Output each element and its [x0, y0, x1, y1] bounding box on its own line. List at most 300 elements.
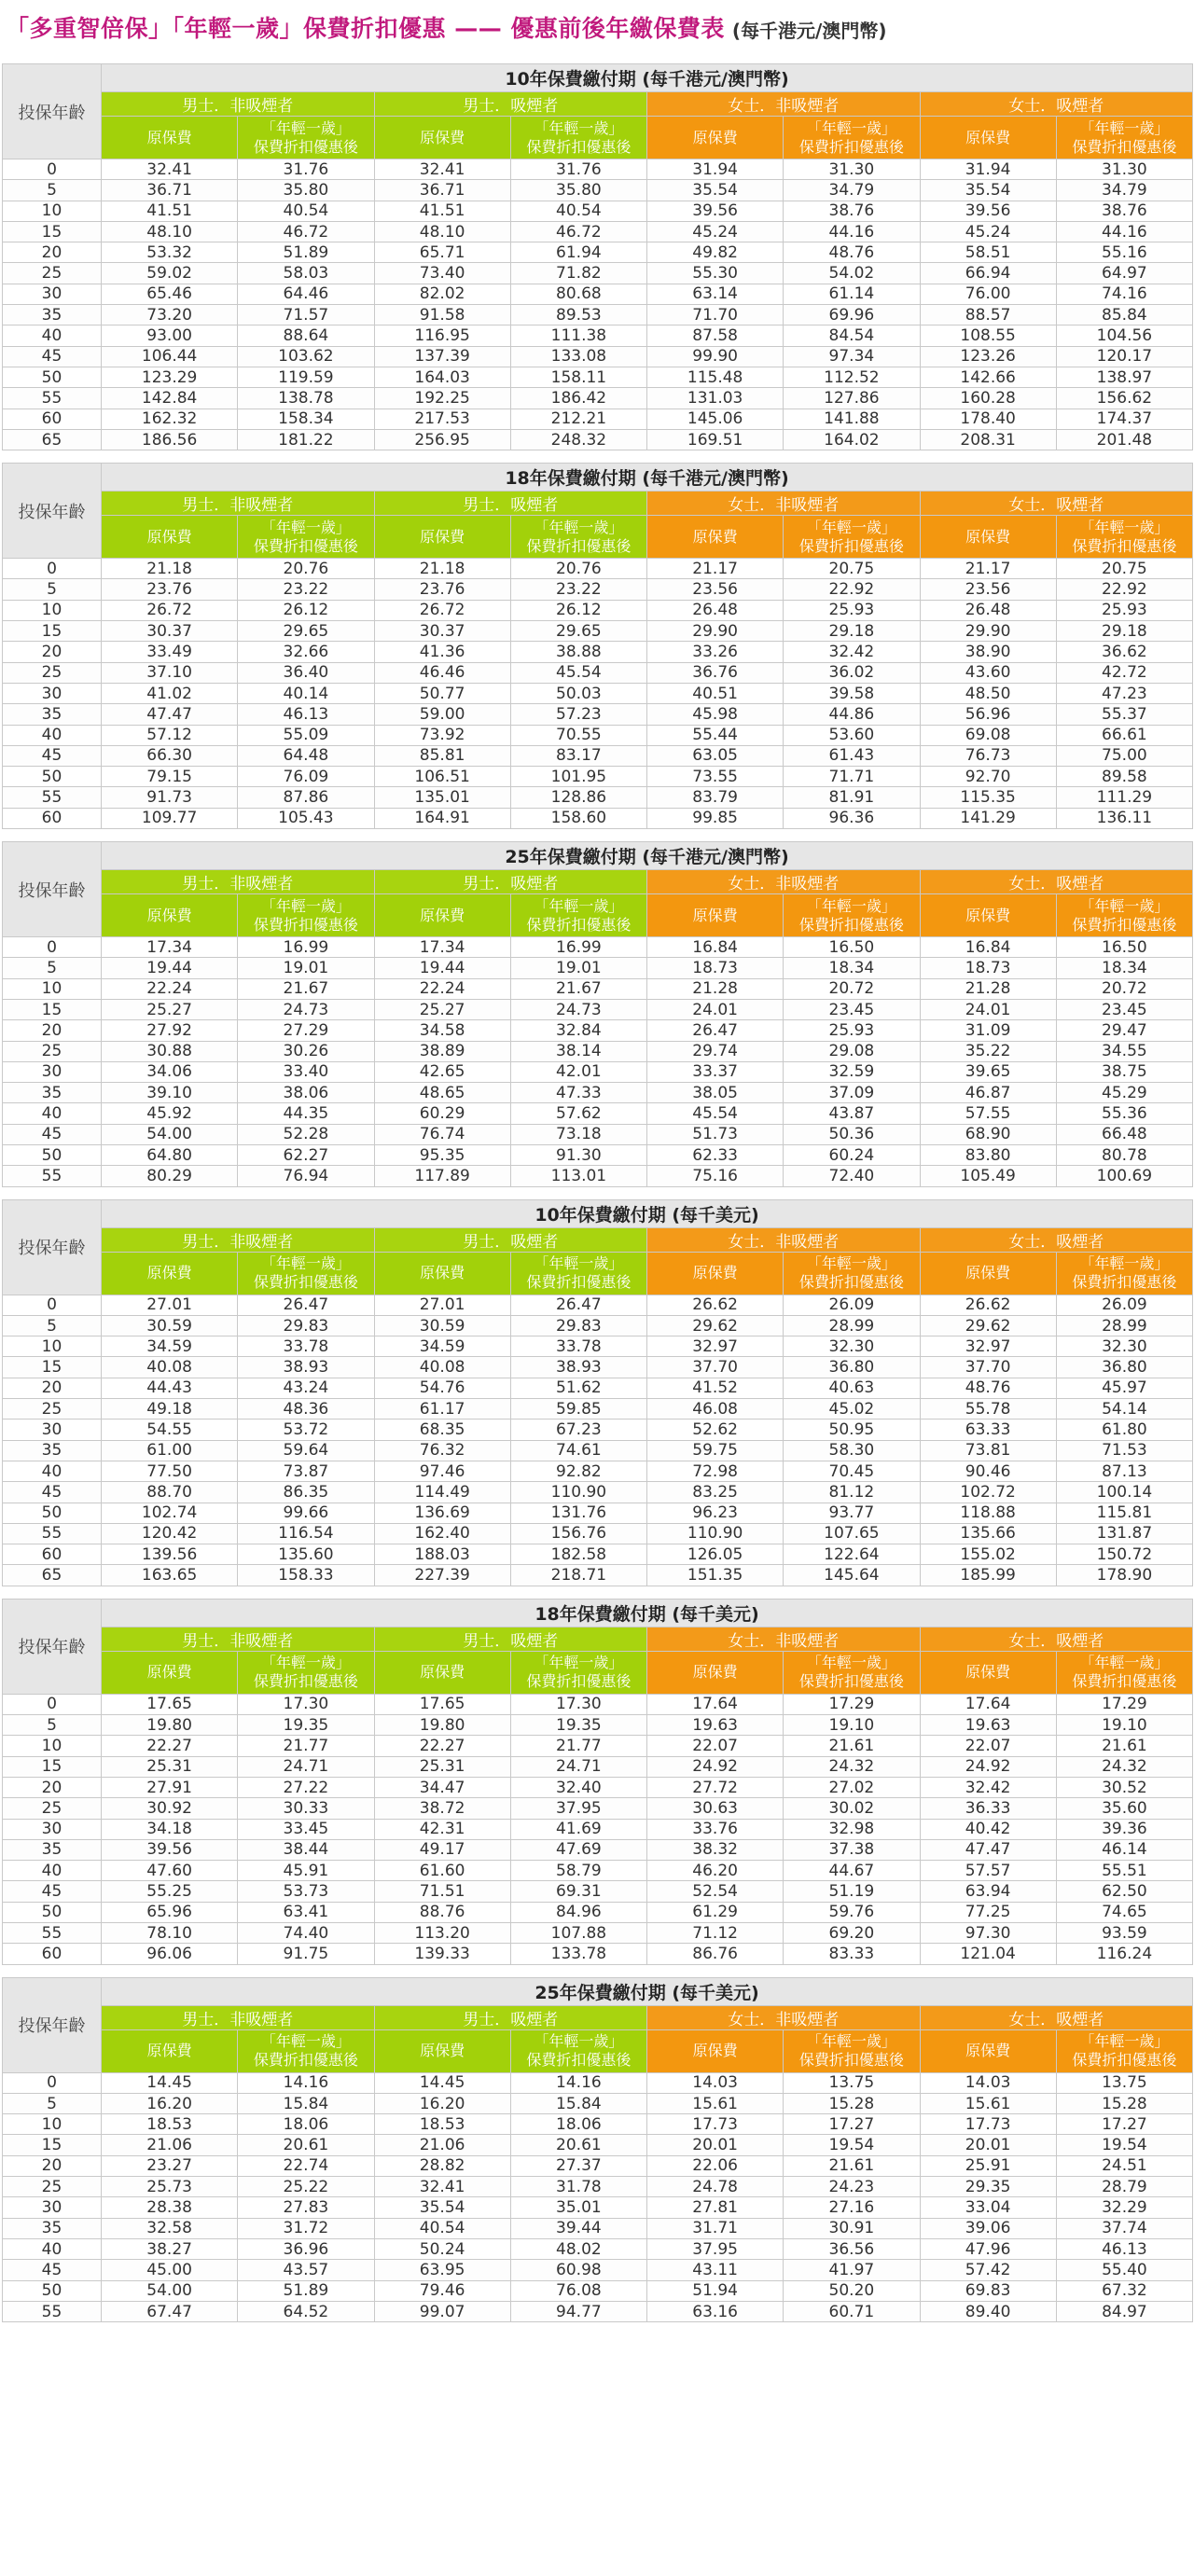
age-cell: 25 — [3, 1399, 102, 1420]
premium-cell: 59.00 — [374, 704, 510, 725]
premium-cell: 89.40 — [920, 2301, 1056, 2321]
premium-cell: 15.84 — [510, 2093, 646, 2113]
age-cell: 65 — [3, 429, 102, 450]
premium-cell: 131.03 — [647, 388, 784, 409]
premium-cell: 65.46 — [102, 284, 238, 304]
premium-cell: 39.56 — [920, 201, 1056, 221]
premium-cell: 62.27 — [238, 1144, 374, 1165]
premium-cell: 76.00 — [920, 284, 1056, 304]
premium-cell: 21.28 — [920, 978, 1056, 999]
premium-cell: 61.94 — [510, 242, 646, 263]
table-row — [3, 2301, 1193, 2321]
age-cell: 10 — [3, 201, 102, 221]
discount-label-line1: 「年輕一歲」 — [1079, 118, 1170, 137]
payment-period-title: 18年保費繳付期 (每千美元) — [102, 1599, 1193, 1627]
discounted-premium-header — [1056, 516, 1192, 559]
premium-cell: 158.11 — [510, 367, 646, 387]
premium-cell: 41.36 — [374, 642, 510, 662]
premium-cell: 16.20 — [102, 2093, 238, 2113]
premium-cell: 63.41 — [238, 1902, 374, 1922]
discounted-premium-header — [510, 2029, 646, 2072]
premium-cell: 29.74 — [647, 1041, 784, 1061]
premium-cell: 19.35 — [510, 1715, 646, 1736]
premium-cell: 162.32 — [102, 409, 238, 429]
premium-cell: 47.33 — [510, 1083, 646, 1103]
discount-label-line1: 「年輕一歲」 — [534, 118, 624, 137]
table-row — [3, 2177, 1193, 2197]
premium-cell: 59.02 — [102, 263, 238, 284]
premium-cell: 32.41 — [374, 159, 510, 180]
premium-cell: 112.52 — [784, 367, 920, 387]
premium-cell: 14.16 — [238, 2072, 374, 2093]
premium-cell: 32.97 — [920, 1336, 1056, 1357]
premium-cell: 46.87 — [920, 1083, 1056, 1103]
age-header: 投保年齡 — [3, 842, 102, 937]
premium-cell: 43.87 — [784, 1103, 920, 1124]
premium-cell: 16.50 — [1056, 937, 1192, 958]
age-cell: 0 — [3, 2072, 102, 2093]
premium-cell: 72.40 — [784, 1166, 920, 1186]
premium-cell: 25.31 — [102, 1756, 238, 1777]
original-premium-header: 原保費 — [647, 894, 784, 937]
table-row — [3, 1923, 1193, 1944]
premium-cell: 69.31 — [510, 1881, 646, 1902]
premium-cell: 51.62 — [510, 1378, 646, 1398]
age-cell: 0 — [3, 559, 102, 579]
premium-cell: 41.51 — [374, 201, 510, 221]
premium-cell: 33.78 — [510, 1336, 646, 1357]
table-row — [3, 1315, 1193, 1336]
premium-cell: 139.56 — [102, 1544, 238, 1565]
table-row — [3, 2197, 1193, 2218]
table-row — [3, 2093, 1193, 2113]
premium-cell: 21.18 — [374, 559, 510, 579]
table-row — [3, 937, 1193, 958]
premium-cell: 45.24 — [647, 221, 784, 242]
premium-cell: 37.74 — [1056, 2218, 1192, 2238]
premium-cell: 17.29 — [784, 1694, 920, 1714]
age-cell: 30 — [3, 1819, 102, 1839]
discounted-premium-header — [784, 894, 920, 937]
premium-cell: 16.84 — [920, 937, 1056, 958]
group-header: 女士．非吸煙者 — [647, 1627, 921, 1651]
table-row — [3, 409, 1193, 429]
premium-cell: 155.02 — [920, 1544, 1056, 1565]
premium-cell: 87.58 — [647, 325, 784, 346]
premium-cell: 97.46 — [374, 1461, 510, 1481]
premium-cell: 164.91 — [374, 808, 510, 828]
premium-cell: 63.95 — [374, 2260, 510, 2280]
premium-cell: 80.29 — [102, 1166, 238, 1186]
premium-cell: 79.46 — [374, 2280, 510, 2301]
discount-label-line1: 「年輕一歲」 — [534, 518, 624, 536]
premium-cell: 22.07 — [647, 1736, 784, 1756]
premium-cell: 20.61 — [238, 2135, 374, 2155]
premium-cell: 36.80 — [784, 1357, 920, 1378]
age-cell: 15 — [3, 999, 102, 1019]
premium-cell: 39.56 — [647, 201, 784, 221]
premium-cell: 24.78 — [647, 2177, 784, 2197]
age-cell: 25 — [3, 1798, 102, 1819]
premium-cell: 77.50 — [102, 1461, 238, 1481]
age-cell: 55 — [3, 2301, 102, 2321]
premium-cell: 21.61 — [784, 2155, 920, 2176]
discounted-premium-header — [784, 2029, 920, 2072]
premium-cell: 35.80 — [238, 180, 374, 201]
premium-tables — [0, 63, 1194, 2322]
discount-label-line1: 「年輕一歲」 — [260, 896, 351, 915]
premium-cell: 24.23 — [784, 2177, 920, 2197]
age-cell: 10 — [3, 2114, 102, 2135]
premium-cell: 19.35 — [238, 1715, 374, 1736]
premium-cell: 116.54 — [238, 1523, 374, 1544]
premium-cell: 99.07 — [374, 2301, 510, 2321]
premium-cell: 54.14 — [1056, 1399, 1192, 1420]
group-header: 女士．吸煙者 — [920, 1227, 1193, 1252]
payment-period-title: 10年保費繳付期 (每千港元/澳門幣) — [102, 64, 1193, 92]
premium-cell: 141.88 — [784, 409, 920, 429]
premium-cell: 34.06 — [102, 1061, 238, 1082]
premium-cell: 15.61 — [920, 2093, 1056, 2113]
premium-cell: 105.43 — [238, 808, 374, 828]
premium-cell: 164.02 — [784, 429, 920, 450]
age-cell: 15 — [3, 2135, 102, 2155]
premium-cell: 40.63 — [784, 1378, 920, 1398]
premium-cell: 32.42 — [784, 642, 920, 662]
discount-label-line1: 「年輕一歲」 — [260, 118, 351, 137]
premium-cell: 37.70 — [920, 1357, 1056, 1378]
age-cell: 20 — [3, 1777, 102, 1797]
premium-cell: 49.18 — [102, 1399, 238, 1420]
premium-cell: 22.07 — [920, 1736, 1056, 1756]
original-premium-header: 原保費 — [920, 516, 1056, 559]
premium-cell: 164.03 — [374, 367, 510, 387]
premium-cell: 29.08 — [784, 1041, 920, 1061]
premium-cell: 76.74 — [374, 1124, 510, 1144]
premium-cell: 19.54 — [1056, 2135, 1192, 2155]
premium-cell: 18.06 — [510, 2114, 646, 2135]
premium-cell: 54.55 — [102, 1420, 238, 1440]
premium-cell: 45.54 — [647, 1103, 784, 1124]
premium-cell: 88.70 — [102, 1482, 238, 1503]
premium-cell: 158.34 — [238, 409, 374, 429]
discount-label-line2: 保費折扣優惠後 — [798, 2051, 904, 2070]
premium-cell: 22.24 — [102, 978, 238, 999]
age-cell: 10 — [3, 1736, 102, 1756]
premium-cell: 34.55 — [1056, 1041, 1192, 1061]
premium-cell: 33.49 — [102, 642, 238, 662]
premium-cell: 65.96 — [102, 1902, 238, 1922]
premium-cell: 67.47 — [102, 2301, 238, 2321]
premium-cell: 69.08 — [920, 725, 1056, 745]
age-cell: 35 — [3, 305, 102, 325]
group-header: 女士．吸煙者 — [920, 492, 1193, 516]
premium-cell: 57.23 — [510, 704, 646, 725]
premium-cell: 31.76 — [510, 159, 646, 180]
table-row — [3, 1798, 1193, 1819]
premium-cell: 110.90 — [510, 1482, 646, 1503]
original-premium-header: 原保費 — [102, 117, 238, 159]
age-cell: 50 — [3, 1503, 102, 1523]
premium-cell: 44.16 — [784, 221, 920, 242]
page-title — [0, 0, 1194, 54]
premium-cell: 63.33 — [920, 1420, 1056, 1440]
premium-cell: 116.24 — [1056, 1944, 1192, 1964]
premium-cell: 66.48 — [1056, 1124, 1192, 1144]
premium-cell: 38.89 — [374, 1041, 510, 1061]
age-header: 投保年齡 — [3, 1199, 102, 1295]
discounted-premium-header — [784, 1651, 920, 1694]
premium-cell: 63.94 — [920, 1881, 1056, 1902]
table-row — [3, 978, 1193, 999]
premium-cell: 82.02 — [374, 284, 510, 304]
premium-cell: 35.22 — [920, 1041, 1056, 1061]
premium-cell: 181.22 — [238, 429, 374, 450]
premium-cell: 73.81 — [920, 1440, 1056, 1461]
discounted-premium-header — [784, 1252, 920, 1295]
premium-cell: 16.99 — [238, 937, 374, 958]
premium-cell: 73.87 — [238, 1461, 374, 1481]
age-cell: 40 — [3, 1103, 102, 1124]
premium-cell: 76.94 — [238, 1166, 374, 1186]
premium-cell: 24.92 — [920, 1756, 1056, 1777]
premium-cell: 188.03 — [374, 1544, 510, 1565]
discount-label-line2: 保費折扣優惠後 — [1072, 137, 1177, 156]
premium-cell: 25.27 — [102, 999, 238, 1019]
age-cell: 35 — [3, 1083, 102, 1103]
payment-period-title: 18年保費繳付期 (每千港元/澳門幣) — [102, 464, 1193, 492]
premium-cell: 30.26 — [238, 1041, 374, 1061]
table-row — [3, 2072, 1193, 2093]
original-premium-header: 原保費 — [102, 1252, 238, 1295]
premium-cell: 58.51 — [920, 242, 1056, 263]
table-row — [3, 1715, 1193, 1736]
premium-cell: 27.81 — [647, 2197, 784, 2218]
table-row — [3, 1083, 1193, 1103]
premium-cell: 46.20 — [647, 1861, 784, 1881]
premium-cell: 39.58 — [784, 683, 920, 703]
original-premium-header: 原保費 — [374, 1651, 510, 1694]
table-row — [3, 662, 1193, 683]
original-premium-header: 原保費 — [102, 2029, 238, 2072]
premium-cell: 24.51 — [1056, 2155, 1192, 2176]
premium-cell: 21.67 — [238, 978, 374, 999]
premium-cell: 65.71 — [374, 242, 510, 263]
premium-cell: 30.02 — [784, 1798, 920, 1819]
discount-label-line2: 保費折扣優惠後 — [253, 1672, 358, 1691]
premium-cell: 47.60 — [102, 1861, 238, 1881]
premium-cell: 42.65 — [374, 1061, 510, 1082]
premium-cell: 55.78 — [920, 1399, 1056, 1420]
discount-label-line1: 「年輕一歲」 — [806, 2032, 896, 2051]
group-header: 女士．吸煙者 — [920, 92, 1193, 117]
premium-cell: 19.80 — [102, 1715, 238, 1736]
age-cell: 45 — [3, 1482, 102, 1503]
premium-cell: 51.73 — [647, 1124, 784, 1144]
premium-cell: 48.02 — [510, 2238, 646, 2259]
table-row — [3, 1461, 1193, 1481]
premium-cell: 90.46 — [920, 1461, 1056, 1481]
premium-cell: 138.78 — [238, 388, 374, 409]
table-row — [3, 1378, 1193, 1398]
premium-cell: 32.30 — [1056, 1336, 1192, 1357]
premium-cell: 41.69 — [510, 1819, 646, 1839]
table-row — [3, 242, 1193, 263]
age-cell: 55 — [3, 388, 102, 409]
table-row — [3, 1944, 1193, 1964]
premium-cell: 80.68 — [510, 284, 646, 304]
premium-cell: 102.72 — [920, 1482, 1056, 1503]
premium-cell: 108.55 — [920, 325, 1056, 346]
age-cell: 50 — [3, 1902, 102, 1922]
table-row — [3, 2280, 1193, 2301]
premium-cell: 73.55 — [647, 767, 784, 787]
premium-cell: 26.12 — [510, 600, 646, 620]
premium-cell: 53.60 — [784, 725, 920, 745]
premium-cell: 55.09 — [238, 725, 374, 745]
premium-cell: 47.69 — [510, 1839, 646, 1860]
premium-cell: 17.27 — [1056, 2114, 1192, 2135]
premium-cell: 50.77 — [374, 683, 510, 703]
premium-cell: 64.52 — [238, 2301, 374, 2321]
premium-cell: 23.56 — [920, 579, 1056, 600]
premium-cell: 64.48 — [238, 745, 374, 766]
premium-cell: 178.40 — [920, 409, 1056, 429]
premium-cell: 158.60 — [510, 808, 646, 828]
premium-cell: 40.42 — [920, 1819, 1056, 1839]
premium-cell: 217.53 — [374, 409, 510, 429]
discount-label-line1: 「年輕一歲」 — [1079, 518, 1170, 536]
premium-cell: 34.47 — [374, 1777, 510, 1797]
premium-cell: 18.53 — [102, 2114, 238, 2135]
premium-cell: 39.36 — [1056, 1819, 1192, 1839]
premium-cell: 26.48 — [647, 600, 784, 620]
original-premium-header: 原保費 — [920, 1651, 1056, 1694]
original-premium-header: 原保費 — [102, 1651, 238, 1694]
premium-cell: 43.60 — [920, 662, 1056, 683]
premium-cell: 99.85 — [647, 808, 784, 828]
premium-cell: 91.73 — [102, 787, 238, 808]
premium-cell: 192.25 — [374, 388, 510, 409]
premium-cell: 15.61 — [647, 2093, 784, 2113]
premium-cell: 51.89 — [238, 242, 374, 263]
premium-cell: 139.33 — [374, 1944, 510, 1964]
group-header: 男士．非吸煙者 — [102, 870, 375, 894]
premium-cell: 32.59 — [784, 1061, 920, 1082]
table-row — [3, 1544, 1193, 1565]
age-cell: 55 — [3, 1523, 102, 1544]
premium-cell: 35.01 — [510, 2197, 646, 2218]
premium-cell: 32.97 — [647, 1336, 784, 1357]
premium-cell: 31.94 — [647, 159, 784, 180]
table-row — [3, 201, 1193, 221]
premium-cell: 26.62 — [647, 1295, 784, 1315]
premium-cell: 40.08 — [374, 1357, 510, 1378]
premium-cell: 17.65 — [374, 1694, 510, 1714]
discounted-premium-header — [238, 1252, 374, 1295]
table-row — [3, 1503, 1193, 1523]
premium-cell: 44.16 — [1056, 221, 1192, 242]
premium-cell: 115.35 — [920, 787, 1056, 808]
premium-cell: 55.16 — [1056, 242, 1192, 263]
premium-cell: 89.58 — [1056, 767, 1192, 787]
table-row — [3, 2260, 1193, 2280]
table-row — [3, 2218, 1193, 2238]
age-cell: 40 — [3, 1461, 102, 1481]
original-premium-header: 原保費 — [374, 1252, 510, 1295]
premium-table-section — [0, 1199, 1194, 1586]
premium-cell: 20.01 — [647, 2135, 784, 2155]
discount-label-line1: 「年輕一歲」 — [1079, 1654, 1170, 1672]
premium-cell: 36.96 — [238, 2238, 374, 2259]
premium-cell: 48.65 — [374, 1083, 510, 1103]
premium-cell: 127.86 — [784, 388, 920, 409]
premium-cell: 21.77 — [238, 1736, 374, 1756]
age-cell: 5 — [3, 180, 102, 201]
premium-cell: 60.29 — [374, 1103, 510, 1124]
premium-cell: 17.65 — [102, 1694, 238, 1714]
premium-cell: 73.40 — [374, 263, 510, 284]
discount-label-line1: 「年輕一歲」 — [806, 896, 896, 915]
premium-cell: 45.98 — [647, 704, 784, 725]
premium-cell: 21.61 — [1056, 1736, 1192, 1756]
group-header: 女士．非吸煙者 — [647, 492, 921, 516]
premium-cell: 55.25 — [102, 1881, 238, 1902]
premium-cell: 158.33 — [238, 1565, 374, 1586]
age-cell: 5 — [3, 1715, 102, 1736]
premium-cell: 20.75 — [1056, 559, 1192, 579]
premium-cell: 24.73 — [510, 999, 646, 1019]
premium-cell: 37.09 — [784, 1083, 920, 1103]
discount-label-line1: 「年輕一歲」 — [260, 518, 351, 536]
premium-cell: 31.94 — [920, 159, 1056, 180]
premium-cell: 114.49 — [374, 1482, 510, 1503]
age-cell: 35 — [3, 2218, 102, 2238]
age-cell: 15 — [3, 1756, 102, 1777]
age-cell: 5 — [3, 579, 102, 600]
table-row — [3, 2135, 1193, 2155]
premium-cell: 19.63 — [920, 1715, 1056, 1736]
age-cell: 0 — [3, 1694, 102, 1714]
premium-cell: 87.13 — [1056, 1461, 1192, 1481]
premium-cell: 54.02 — [784, 263, 920, 284]
premium-cell: 107.88 — [510, 1923, 646, 1944]
age-cell: 30 — [3, 1420, 102, 1440]
premium-cell: 39.65 — [920, 1061, 1056, 1082]
age-cell: 30 — [3, 2197, 102, 2218]
premium-cell: 156.62 — [1056, 388, 1192, 409]
premium-cell: 57.57 — [920, 1861, 1056, 1881]
premium-cell: 33.04 — [920, 2197, 1056, 2218]
premium-cell: 43.11 — [647, 2260, 784, 2280]
table-row — [3, 1482, 1193, 1503]
premium-cell: 142.84 — [102, 388, 238, 409]
premium-cell: 74.16 — [1056, 284, 1192, 304]
premium-cell: 20.01 — [920, 2135, 1056, 2155]
premium-cell: 73.20 — [102, 305, 238, 325]
premium-cell: 29.65 — [238, 621, 374, 642]
age-cell: 50 — [3, 367, 102, 387]
premium-cell: 71.57 — [238, 305, 374, 325]
table-row — [3, 429, 1193, 450]
premium-cell: 20.75 — [784, 559, 920, 579]
age-cell: 60 — [3, 808, 102, 828]
premium-cell: 76.08 — [510, 2280, 646, 2301]
premium-cell: 57.55 — [920, 1103, 1056, 1124]
premium-cell: 38.72 — [374, 1798, 510, 1819]
table-row — [3, 1166, 1193, 1186]
premium-cell: 122.64 — [784, 1544, 920, 1565]
